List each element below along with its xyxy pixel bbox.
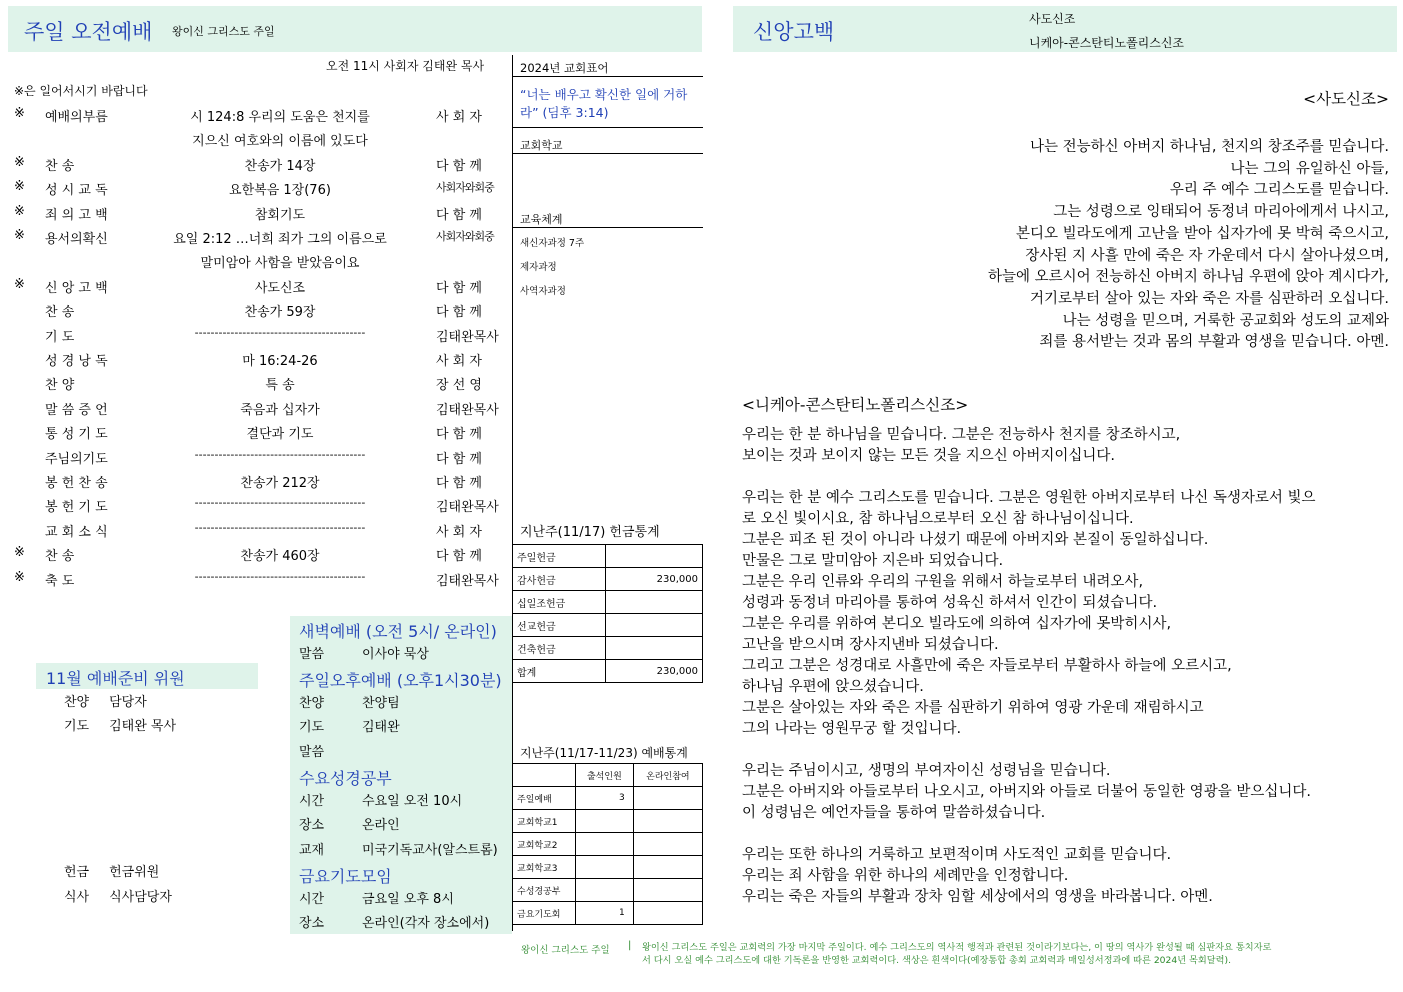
creed-line: 우리는 죄 사함을 위한 하나의 세례만을 인정합니다. bbox=[742, 868, 1069, 884]
divider bbox=[513, 153, 703, 154]
creed-line: 만물은 그로 말미암아 지은바 되었습니다. bbox=[742, 553, 1004, 569]
creed-paragraph bbox=[742, 761, 1316, 824]
order-item: 찬 송 bbox=[45, 305, 75, 321]
service-row: 시간 수요일 오전 10시 bbox=[299, 793, 463, 809]
order-content: 말미암아 사함을 받았음이요 bbox=[200, 256, 360, 272]
order-item: 찬 송 bbox=[45, 549, 75, 565]
stand-note: ※은 일어서시기 바랍니다 bbox=[14, 84, 148, 98]
offering-title: 지난주(11/17) 헌금통계 bbox=[520, 525, 660, 540]
confession-sub2: 니케아-콘스탄티노폴리스신조 bbox=[1029, 36, 1185, 50]
stand-mark: ※ bbox=[14, 203, 25, 219]
order-content: 찬송가 212장 bbox=[240, 476, 320, 491]
order-content: 마 16:24-26 bbox=[242, 354, 318, 369]
attendance-row bbox=[513, 856, 703, 879]
creed-line: 그의 나라는 영원무궁 할 것입니다. bbox=[742, 721, 962, 737]
creed-line: 나는 성령을 믿으며, 거룩한 공교회와 성도의 교제와 bbox=[1062, 312, 1389, 329]
prep-item: 찬양 담당자 bbox=[64, 695, 147, 710]
order-item: 주님의기도 bbox=[45, 451, 108, 467]
order-person: 다 함 께 bbox=[436, 451, 482, 467]
creed-line: 로 오신 빛이시요, 참 하나님으로부터 오신 참 하나님이십니다. bbox=[742, 511, 1134, 527]
order-item: 성 경 낭 독 bbox=[45, 354, 108, 369]
attendance-title: 지난주(11/17-11/23) 예배통계 bbox=[520, 746, 688, 760]
stand-mark: ※ bbox=[14, 569, 25, 585]
divider bbox=[513, 127, 703, 128]
offering-amount bbox=[606, 637, 703, 660]
left-header bbox=[8, 6, 702, 52]
order-item: 신 앙 고 백 bbox=[45, 280, 108, 296]
order-row bbox=[0, 103, 512, 127]
order-row bbox=[0, 298, 512, 322]
order-person: 김태완목사 bbox=[436, 329, 499, 345]
order-item: 통 성 기 도 bbox=[45, 427, 108, 443]
offering-label: 건축헌금 bbox=[513, 637, 606, 660]
attendance-cell bbox=[633, 879, 702, 902]
page-title: 주일 오전예배 bbox=[24, 20, 153, 44]
offering-row bbox=[513, 545, 703, 568]
order-person: 다 함 께 bbox=[436, 158, 482, 174]
creed-line: 보이는 것과 보이지 않는 모든 것을 지으신 아버지이십니다. bbox=[742, 448, 1116, 464]
order-content: 결단과 기도 bbox=[246, 427, 314, 443]
church-motto: “너는 배우고 확신한 일에 거하라” (딤후 3:14) bbox=[520, 87, 688, 120]
attendance-cell: 교회학교2 bbox=[513, 833, 576, 856]
attendance-cell: 수성경공부 bbox=[513, 879, 576, 902]
creed-line: 성령과 동정녀 마리아를 통하여 성육신 하셔서 인간이 되셨습니다. bbox=[742, 595, 1158, 611]
confession-sub1: 사도신조 bbox=[1029, 12, 1076, 26]
order-row bbox=[0, 396, 512, 420]
attendance-row bbox=[513, 833, 703, 856]
creed-paragraph bbox=[742, 425, 1316, 467]
dawn-service-title: 새벽예배 (오전 5시/ 온라인) bbox=[299, 622, 497, 641]
attendance-row bbox=[513, 810, 703, 833]
order-content: ------------------------------------------- bbox=[194, 447, 366, 461]
creed-paragraph bbox=[742, 845, 1316, 908]
order-row bbox=[0, 469, 512, 493]
order-row bbox=[0, 201, 512, 225]
order-row bbox=[0, 518, 512, 542]
offering-label: 합계 bbox=[513, 660, 606, 683]
creed-line: 우리는 또한 하나의 거룩하고 보편적이며 사도적인 교회를 믿습니다. bbox=[742, 847, 1172, 863]
attendance-cell: 1 bbox=[576, 902, 634, 925]
offering-row bbox=[513, 568, 703, 591]
creed-line: 고난을 받으시며 장사지낸바 되셨습니다. bbox=[742, 637, 999, 653]
order-person: 장 선 영 bbox=[436, 378, 482, 394]
attendance-cell bbox=[633, 902, 702, 925]
attendance-row bbox=[513, 787, 703, 810]
footer-text: 왕이신 그리스도 주일은 교회력의 가장 마지막 주일이다. 예수 그리스도의 역사적 행적과 관련된 것이라기보다는, 이 땅의 역사가 완성될 때 심판자요 통치자로 서 다시 오실 예수 그리스도에 대한 기독론을 반영한 교회력이다. 색상은 흰색이다(예장통합 총회 교회력과 매일성서정과에 따른 2024년 목회달력). bbox=[642, 942, 1272, 966]
attendance-col-header: 출석인원 bbox=[576, 764, 634, 787]
creed-line: 하나님 우편에 앉으셨습니다. bbox=[742, 679, 924, 695]
edu-system: 교육체계 bbox=[520, 213, 563, 226]
service-row: 말씀 bbox=[299, 744, 325, 760]
fri-prayer-title: 금요기도모임 bbox=[299, 867, 392, 886]
order-content: ------------------------------------------- bbox=[194, 496, 366, 510]
order-content: 찬송가 14장 bbox=[244, 158, 316, 174]
attendance-cell bbox=[576, 856, 634, 879]
creed-line: 그분은 피조 된 것이 아니라 나셨기 때문에 아버지와 본질이 동일하십니다. bbox=[742, 532, 1209, 548]
order-person: 다 함 께 bbox=[436, 280, 482, 296]
order-row bbox=[0, 152, 512, 176]
service-row: 찬양 찬양팀 bbox=[299, 695, 400, 711]
order-content: 찬송가 460장 bbox=[240, 549, 320, 565]
prep-title: 11월 예배준비 위원 bbox=[46, 669, 185, 688]
creed-line: 하늘에 오르시어 전능하신 아버지 하나님 우편에 앉아 계시다가, bbox=[987, 269, 1389, 286]
church-school: 교회학교 bbox=[520, 139, 563, 152]
prep-item: 헌금 헌금위원 bbox=[64, 865, 160, 880]
order-item: 말 씀 증 언 bbox=[45, 402, 108, 418]
offering-label: 감사헌금 bbox=[513, 568, 606, 591]
motto-title: 2024년 교회표어 bbox=[520, 61, 609, 75]
order-person: 사 회 자 bbox=[436, 354, 482, 369]
service-time: 오전 11시 사회자 김태완 목사 bbox=[326, 59, 485, 73]
edu-items bbox=[520, 232, 584, 304]
order-person: 다 함 께 bbox=[436, 549, 482, 565]
attendance-row bbox=[513, 902, 703, 925]
creed-line: 거기로부터 살아 있는 자와 죽은 자를 심판하러 오십니다. bbox=[1029, 290, 1389, 307]
order-person: 김태완목사 bbox=[436, 500, 499, 516]
stand-mark: ※ bbox=[14, 545, 25, 561]
order-content: 요일 2:12 …너희 죄가 그의 이름으로 bbox=[173, 232, 387, 247]
offering-row bbox=[513, 614, 703, 637]
service-row: 장소 온라인(각자 장소에서) bbox=[299, 916, 490, 931]
attendance-row bbox=[513, 879, 703, 902]
order-content: 참회기도 bbox=[254, 207, 306, 223]
service-row: 시간 금요일 오후 8시 bbox=[299, 891, 454, 907]
order-person: 다 함 께 bbox=[436, 305, 482, 321]
wed-study-title: 수요성경공부 bbox=[299, 769, 392, 788]
order-row bbox=[0, 420, 512, 444]
attendance-cell: 금요기도회 bbox=[513, 902, 576, 925]
attendance-cell: 3 bbox=[576, 787, 634, 810]
order-row bbox=[0, 542, 512, 566]
order-row bbox=[0, 567, 512, 591]
order-person: 다 함 께 bbox=[436, 427, 482, 443]
prep-item: 기도 김태완 목사 bbox=[64, 719, 177, 734]
offering-amount bbox=[606, 614, 703, 637]
offering-row bbox=[513, 591, 703, 614]
service-row: 말씀 이사야 묵상 bbox=[299, 646, 429, 662]
offering-amount bbox=[606, 545, 703, 568]
order-item: 성 시 교 독 bbox=[45, 183, 108, 199]
order-person: 사회자와회중 bbox=[436, 181, 494, 195]
creed-line: 우리 주 예수 그리스도를 믿습니다. bbox=[1169, 182, 1389, 199]
order-item: 교 회 소 식 bbox=[45, 524, 108, 540]
creed-line: 죄를 용서받는 것과 몸의 부활과 영생을 믿습니다. 아멘. bbox=[1039, 334, 1389, 351]
stand-mark: ※ bbox=[14, 276, 25, 292]
stand-mark: ※ bbox=[14, 228, 25, 243]
order-content: 사도신조 bbox=[254, 280, 306, 296]
attendance-cell: 주일예배 bbox=[513, 787, 576, 810]
offering-label: 주일헌금 bbox=[513, 545, 606, 568]
footer-sep: | bbox=[628, 940, 632, 951]
creed-line: 나는 전능하신 아버지 하나님, 천지의 창조주를 믿습니다. bbox=[1029, 139, 1389, 155]
creed-paragraph bbox=[742, 488, 1316, 740]
order-person: 김태완목사 bbox=[436, 402, 499, 418]
creed-line: 이 성령님은 예언자들을 통하여 말씀하셨습니다. bbox=[742, 805, 1046, 821]
order-item: 봉 헌 찬 송 bbox=[45, 476, 108, 491]
attendance-table bbox=[513, 763, 703, 925]
order-item: 용서의확신 bbox=[45, 232, 108, 247]
apostles-creed bbox=[988, 137, 1389, 354]
order-item: 찬 양 bbox=[45, 378, 75, 394]
edu-item: 새신자과정 7주 bbox=[520, 238, 585, 249]
order-row bbox=[0, 127, 512, 151]
attendance-cell: 교회학교1 bbox=[513, 810, 576, 833]
divider bbox=[513, 227, 703, 228]
creed-line: 장사된 지 사흘 만에 죽은 자 가운데서 다시 살아나셨으며, bbox=[1025, 247, 1389, 264]
creed-line: 그분은 살아있는 자와 죽은 자를 심판하기 위하여 영광 가운데 재림하시고 bbox=[742, 700, 1204, 716]
footer-label: 왕이신 그리스도 주일 bbox=[521, 945, 610, 956]
order-content: ------------------------------------------- bbox=[194, 569, 366, 583]
attendance-cell bbox=[633, 833, 702, 856]
offering-row bbox=[513, 637, 703, 660]
edu-item: 사역자과정 bbox=[520, 286, 566, 297]
stand-mark: ※ bbox=[14, 154, 25, 170]
order-person: 다 함 께 bbox=[436, 476, 482, 491]
creed-line: 본디오 빌라도에게 고난을 받아 십자가에 못 박혀 죽으시고, bbox=[1015, 225, 1389, 242]
order-row bbox=[0, 225, 512, 249]
creed-line: 그는 성령으로 잉태되어 동정녀 마리아에게서 나시고, bbox=[1053, 204, 1389, 221]
creed-line: 우리는 한 분 하나님을 믿습니다. 그분은 전능하사 천지를 창조하시고, bbox=[742, 427, 1181, 443]
attendance-col-header bbox=[513, 764, 576, 787]
creed-line: 나는 그의 유일하신 아들, bbox=[1230, 160, 1389, 177]
edu-item: 제자과정 bbox=[520, 262, 557, 273]
apostles-heading: <사도신조> bbox=[1303, 90, 1389, 108]
offering-label: 선교헌금 bbox=[513, 614, 606, 637]
order-person: 다 함 께 bbox=[436, 207, 482, 223]
afternoon-service-title: 주일오후예배 (오후1시30분) bbox=[299, 671, 502, 690]
prep-item: 식사 식사담당자 bbox=[64, 890, 172, 905]
order-item: 기 도 bbox=[45, 329, 75, 345]
creed-line: 그분은 아버지와 아들로부터 나오시고, 아버지와 아들로 더불어 동일한 영광을 받으십니다. bbox=[742, 784, 1311, 800]
order-item: 예배의부름 bbox=[45, 110, 108, 125]
service-row: 교재 미국기독교사(알스트롬) bbox=[299, 842, 498, 858]
attendance-cell bbox=[576, 833, 634, 856]
attendance-cell bbox=[633, 856, 702, 879]
nicene-creed bbox=[742, 425, 1316, 929]
order-person: 사 회 자 bbox=[436, 524, 482, 540]
order-content: 요한복음 1장(76) bbox=[229, 183, 331, 199]
order-row bbox=[0, 323, 512, 347]
offering-row bbox=[513, 660, 703, 683]
offering-table bbox=[513, 544, 703, 683]
attendance-cell bbox=[633, 810, 702, 833]
attendance-header bbox=[513, 764, 703, 787]
order-row bbox=[0, 347, 512, 371]
creed-line: 그분은 우리 인류와 우리의 구원을 위해서 하늘로부터 내려오사, bbox=[742, 574, 1144, 590]
order-row bbox=[0, 274, 512, 298]
attendance-col-header: 온라인참여 bbox=[633, 764, 702, 787]
order-item: 찬 송 bbox=[45, 158, 75, 174]
attendance-cell bbox=[576, 810, 634, 833]
order-item: 봉 헌 기 도 bbox=[45, 500, 108, 516]
order-row bbox=[0, 249, 512, 273]
order-content: 시 124:8 우리의 도움은 천지를 bbox=[190, 110, 370, 125]
order-row bbox=[0, 445, 512, 469]
order-content: 죽음과 십자가 bbox=[240, 402, 320, 418]
attendance-cell: 교회학교3 bbox=[513, 856, 576, 879]
creed-line: 그분은 우리를 위하여 본디오 빌라도에 의하여 십자가에 못박히시사, bbox=[742, 616, 1172, 632]
order-item: 죄 의 고 백 bbox=[45, 207, 108, 223]
order-content: 지으신 여호와의 이름에 있도다 bbox=[192, 134, 368, 150]
order-content: 찬송가 59장 bbox=[244, 305, 316, 321]
offering-label: 십일조헌금 bbox=[513, 591, 606, 614]
attendance-cell bbox=[633, 787, 702, 810]
right-header bbox=[733, 6, 1397, 52]
offering-amount: 230,000 bbox=[606, 660, 703, 683]
order-person: 사회자와회중 bbox=[436, 230, 494, 243]
stand-mark: ※ bbox=[14, 179, 25, 195]
creed-line: 그리고 그분은 성경대로 사흘만에 죽은 자들로부터 부활하사 하늘에 오르시고, bbox=[742, 658, 1232, 674]
order-person: 사 회 자 bbox=[436, 110, 482, 125]
confession-title: 신앙고백 bbox=[753, 20, 835, 44]
order-row bbox=[0, 493, 512, 517]
creed-line: 우리는 한 분 예수 그리스도를 믿습니다. 그분은 영원한 아버지로부터 나신 독생자로서 빛으 bbox=[742, 490, 1316, 506]
creed-line: 우리는 죽은 자들의 부활과 장차 임할 세상에서의 영생을 바라봅니다. 아멘. bbox=[742, 889, 1213, 905]
offering-amount: 230,000 bbox=[606, 568, 703, 591]
offering-amount bbox=[606, 591, 703, 614]
service-row: 장소 온라인 bbox=[299, 818, 400, 833]
prep-header bbox=[36, 663, 258, 689]
order-content: ------------------------------------------- bbox=[194, 325, 366, 339]
order-item: 축 도 bbox=[45, 573, 75, 589]
order-content: 특 송 bbox=[265, 378, 295, 394]
attendance-cell bbox=[576, 879, 634, 902]
creed-line: 우리는 주님이시고, 생명의 부여자이신 성령님을 믿습니다. bbox=[742, 763, 1111, 779]
service-row: 기도 김태완 bbox=[299, 720, 400, 735]
order-person: 김태완목사 bbox=[436, 573, 499, 589]
order-row bbox=[0, 371, 512, 395]
nicene-heading: <니케아-콘스탄티노폴리스신조> bbox=[742, 396, 969, 414]
page-subtitle: 왕이신 그리스도 주일 bbox=[172, 25, 275, 38]
divider bbox=[513, 76, 703, 77]
stand-mark: ※ bbox=[14, 106, 25, 121]
order-row bbox=[0, 176, 512, 200]
order-content: ------------------------------------------- bbox=[194, 520, 366, 534]
